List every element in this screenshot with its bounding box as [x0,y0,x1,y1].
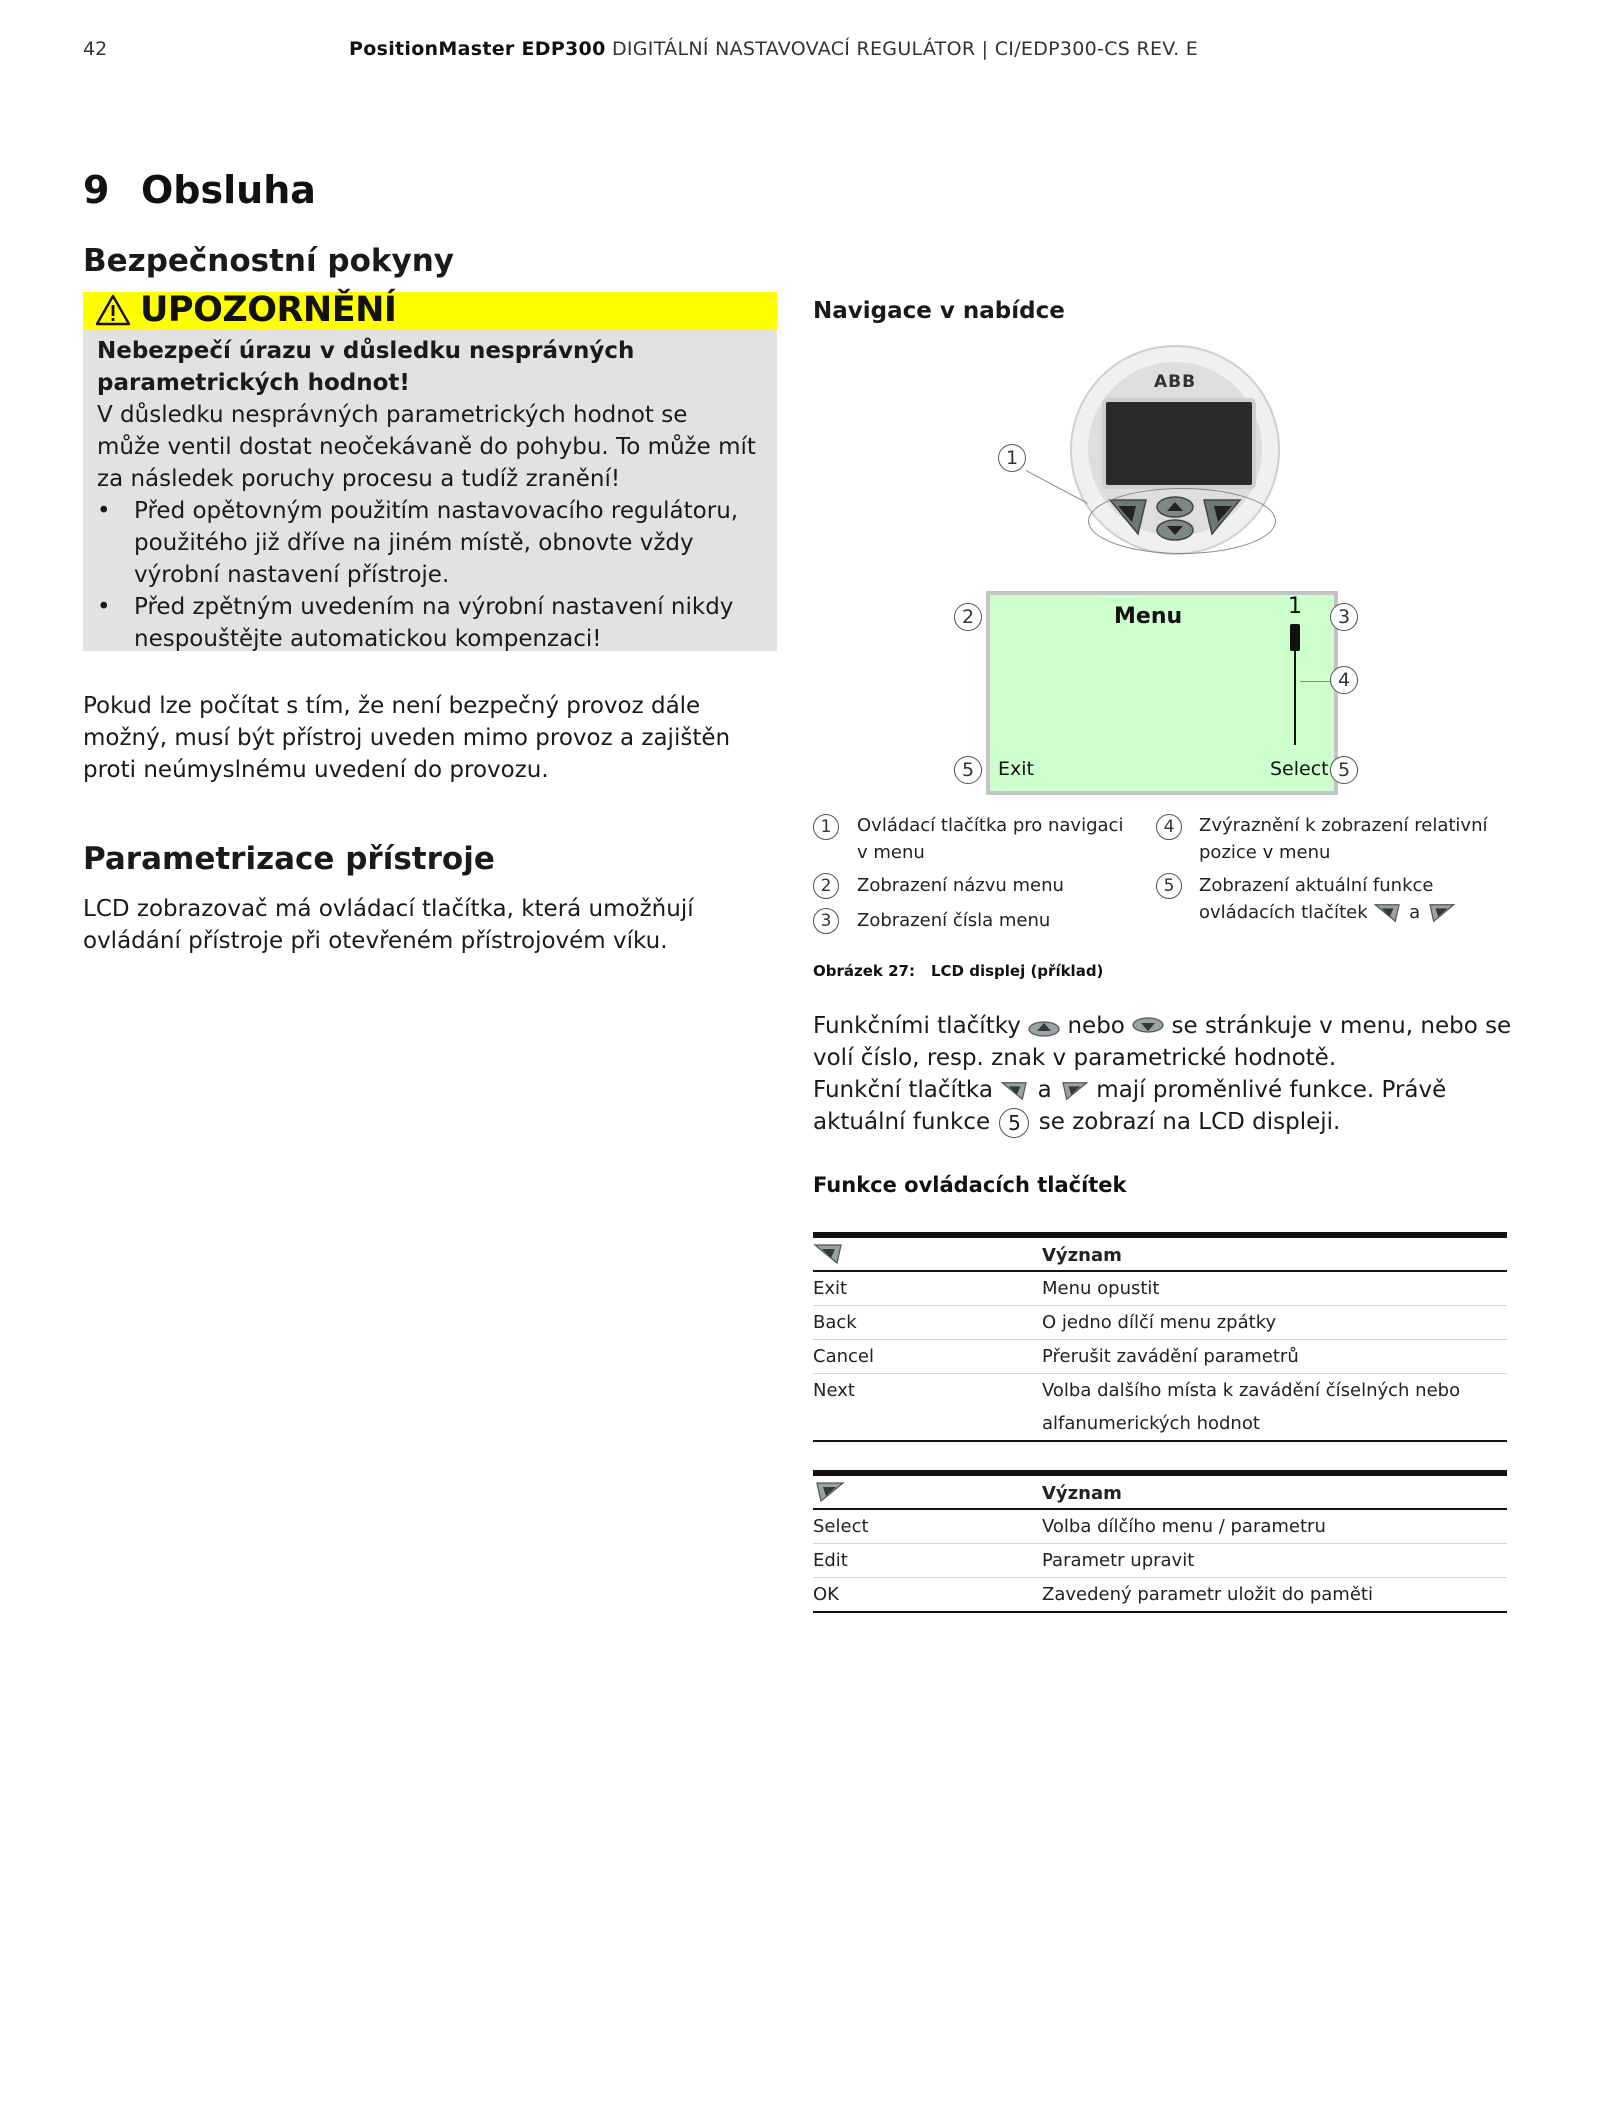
warning-label: UPOZORNĚNÍ [140,290,397,330]
callout-5-left: 5 [954,756,982,784]
warning-bold-line: Nebezpečí úrazu v důsledku nesprávných parametrických hodnot! [97,338,635,396]
legend-num: 1 [813,814,839,840]
down-key-icon [1132,1016,1164,1038]
table-cell: Přerušit zavádění parametrů [1042,1340,1507,1374]
keypad-callout-ellipse [1088,488,1276,554]
right-softkey-icon [1059,1080,1089,1102]
table-row [813,1544,1507,1578]
device-screen [1102,398,1256,489]
legend-text-5 [1199,872,1489,926]
keys-p1-c: se stránkuje v menu, nebo se volí číslo, resp. znak v parametrické hodnotě. [813,1013,1512,1071]
lcd-exit-label: Exit [998,758,1034,780]
callout-3: 3 [1330,603,1358,631]
table-cell: OK [813,1578,1042,1613]
doc-title-bold: PositionMaster EDP300 [349,38,606,60]
right-key-table [813,1470,1507,1613]
keys-p2-a: Funkční tlačítka [813,1077,993,1103]
callout-4: 4 [1330,666,1358,694]
legend-num: 5 [1156,873,1182,899]
keys-p1-a: Funkčními tlačítky [813,1013,1021,1039]
callout-5-right: 5 [1330,756,1358,784]
warning-paragraph: V důsledku nesprávných parametrických hodnot se může ventil dostat neočekávaně do pohybu. To může mít za následek poruchy procesu a tudíž zranění! [97,402,756,492]
page-number: 42 [83,38,108,60]
lcd-scroll-thumb [1290,624,1300,651]
keys-paragraph [813,1010,1513,1138]
legend-text: Zobrazení čísla menu [857,910,1051,931]
param-heading: Parametrizace přístroje [83,841,495,877]
table-cell: Next [813,1374,1042,1442]
callout-5-inline: 5 [999,1108,1029,1138]
lcd-select-label: Select [1270,758,1329,780]
doc-title-rest: DIGITÁLNÍ NASTAVOVACÍ REGULÁTOR | CI/EDP300-CS REV. E [605,38,1199,60]
table-row [813,1509,1507,1544]
right-key-table-wrap [813,1470,1507,1613]
up-key-icon [1028,1016,1060,1038]
legend-num: 3 [813,908,839,934]
warning-text [97,335,757,655]
left-softkey-icon [1373,902,1403,924]
legend-text: Zvýraznění k zobrazení relativní pozice v menu [1199,815,1488,863]
functions-heading: Funkce ovládacích tlačítek [813,1173,1127,1197]
table-cell: Select [813,1509,1042,1544]
abb-logo: ABB [1153,372,1197,392]
table-header-row [813,1473,1507,1509]
table-cell: Cancel [813,1340,1042,1374]
table-row [813,1578,1507,1613]
callout-1: 1 [998,444,1026,472]
safety-paragraph: Pokud lze počítat s tím, že není bezpečný provoz dále možný, musí být přístroj uveden mimo provoz a zajištěn proti neúmyslnému uvedení do provozu. [83,693,731,783]
keys-p2-d: se zobrazí na LCD displeji. [1038,1109,1341,1135]
table-cell: O jedno dílčí menu zpátky [1042,1306,1507,1340]
table-cell: Exit [813,1271,1042,1306]
left-softkey-icon [813,1242,845,1266]
right-softkey-icon [813,1480,845,1504]
table-header-row [813,1235,1507,1271]
warning-bullet: • Před opětovným použitím nastavovacího regulátoru, použitého již dříve na jiném místě, obnovte vždy výrobní nastavení přístroje. [97,495,757,591]
table-row [813,1306,1507,1340]
table-row [813,1374,1507,1442]
safety-heading: Bezpečnostní pokyny [83,243,455,279]
left-softkey-icon [1000,1080,1030,1102]
nav-heading: Navigace v nabídce [813,298,1065,324]
table-row [813,1340,1507,1374]
table-cell: Back [813,1306,1042,1340]
warning-bullets [97,495,757,655]
table-header-meaning: Význam [1042,1245,1122,1266]
table-cell: Zavedený parametr uložit do paměti [1042,1578,1507,1613]
table-header-icon-cell [813,1473,1042,1509]
table-cell: Menu opustit [1042,1271,1507,1306]
caption-label: Obrázek 27: [813,962,915,980]
table-cell: Parametr upravit [1042,1544,1507,1578]
right-softkey-icon [1426,902,1456,924]
table-cell: Edit [813,1544,1042,1578]
table-header-meaning: Význam [1042,1483,1122,1504]
legend-text: Zobrazení aktuální funkce ovládacích tlačítek [1199,875,1434,923]
legend-and: a [1409,902,1421,923]
lcd-menu-title: Menu [1114,604,1183,629]
legend-text: Zobrazení názvu menu [857,875,1064,896]
running-header [349,38,1198,60]
figure-caption [813,962,1119,980]
left-key-table [813,1232,1507,1442]
keys-p2-c: mají proměnlivé funkce. Právě aktuální funkce [813,1077,1447,1135]
chapter-name: Obsluha [141,168,316,212]
legend-num: 4 [1156,814,1182,840]
param-paragraph: LCD zobrazovač má ovládací tlačítka, která umožňují ovládání přístroje při otevřeném přístrojovém víku. [83,896,694,954]
table-row [813,1271,1507,1306]
callout-2: 2 [954,603,982,631]
keys-p2-b: a [1037,1077,1052,1103]
callout-4-leader [1300,681,1330,682]
table-cell: Volba dílčího menu / parametru [1042,1509,1507,1544]
keys-p1-b: nebo [1067,1013,1125,1039]
legend-text: Ovládací tlačítka pro navigaci v menu [857,815,1124,863]
chapter-title [83,168,316,212]
legend-num: 2 [813,873,839,899]
warning-triangle-icon [95,293,131,327]
chapter-number: 9 [83,168,110,212]
table-header-icon-cell [813,1235,1042,1271]
lcd-menu-number: 1 [1288,594,1302,619]
table-cell: Volba dalšího místa k zavádění číselných nebo alfanumerických hodnot [1042,1374,1507,1442]
warning-bullet: • Před zpětným uvedením na výrobní nastavení nikdy nespouštějte automatickou kompenzaci! [97,591,757,655]
left-key-table-wrap [813,1232,1507,1442]
caption-text: LCD displej (příklad) [930,962,1104,980]
